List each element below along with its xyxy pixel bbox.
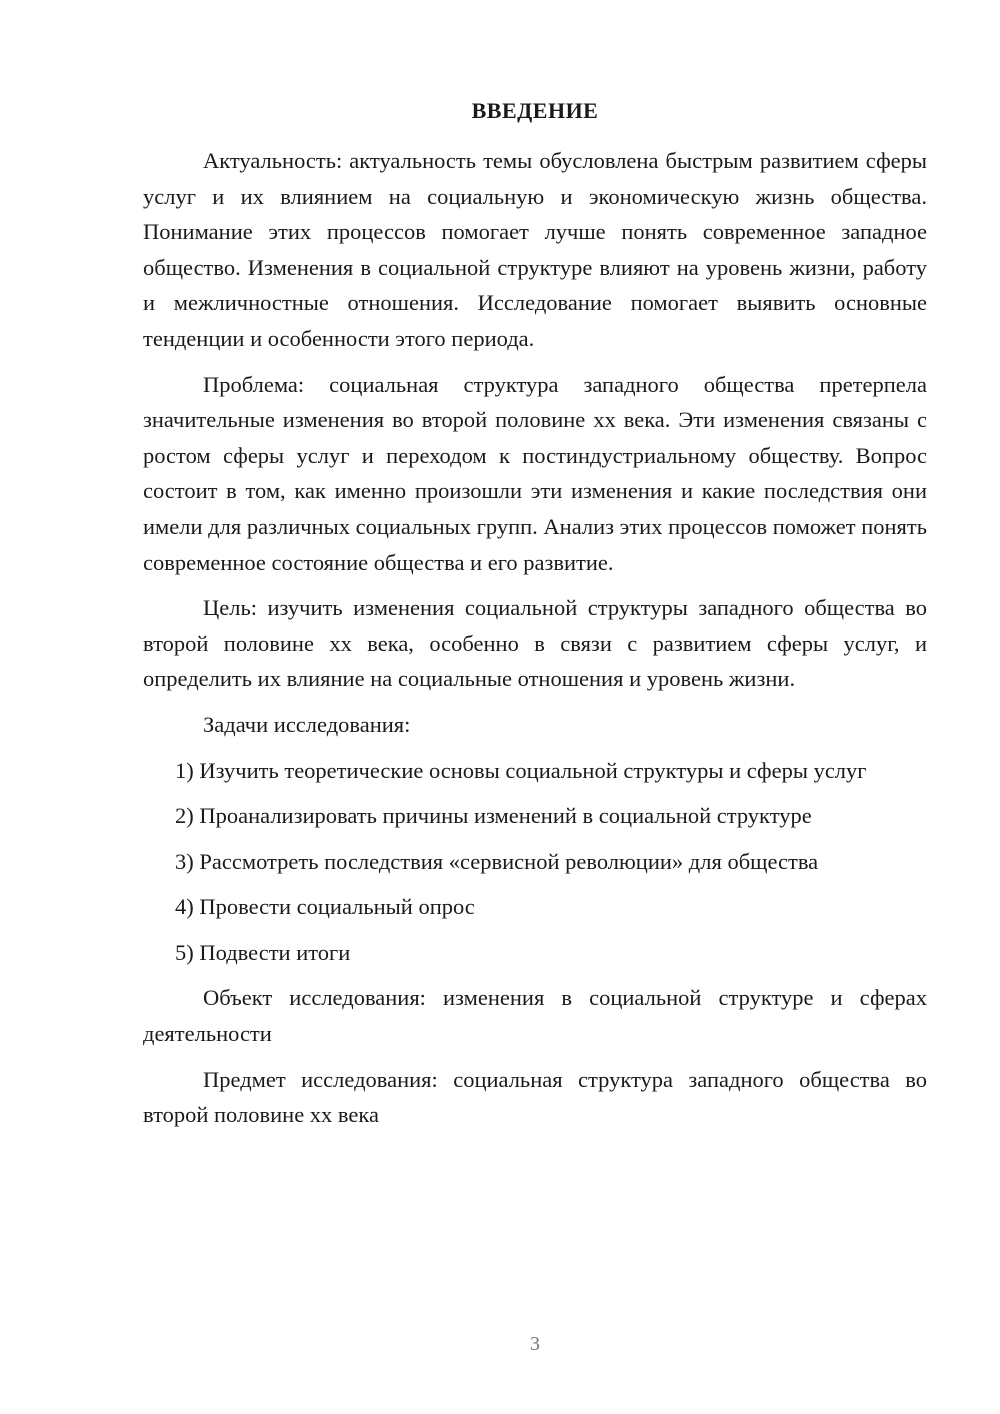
- task-item: 5) Подвести итоги: [175, 939, 351, 965]
- goal-paragraph: Цель: изучить изменения социальной структуры западного общества во второй половине хх века, особенно в связи с развитием сферы услуг, и определить их влияние на социальные отношения и уровень жизни.: [143, 595, 927, 692]
- task-item: 3) Рассмотреть последствия «сервисной революции» для общества: [175, 848, 819, 874]
- subject-paragraph: Предмет исследования: социальная структура западного общества во второй половине хх века: [143, 1066, 927, 1128]
- relevance-paragraph: Актуальность: актуальность темы обусловлена быстрым развитием сферы услуг и их влиянием на социальную и экономическую жизнь общества. Понимание этих процессов помогает лучше понять современное западное общество. Изменения в социальной структуре влияют на уровень жизни, работу и межличностные отношения. Исследование помогает выявить основные тенденции и особенности этого периода.: [143, 148, 927, 351]
- problem-paragraph: Проблема: социальная структура западного общества претерпела значительные изменения во второй половине хх века. Эти изменения связаны с ростом сферы услуг и переходом к постиндустриальному обществу. Вопрос состоит в том, как именно произошли эти изменения и какие последствия они имели для различных социальных групп. Анализ этих процессов поможет понять современное состояние общества и его развитие.: [143, 371, 927, 575]
- task-item: 2) Проанализировать причины изменений в социальной структуре: [175, 803, 812, 829]
- tasks-list: [143, 753, 927, 971]
- object-paragraph: Объект исследования: изменения в социальной структуре и сферах деятельности: [143, 985, 927, 1047]
- page-number: 3: [530, 1333, 540, 1355]
- tasks-title: Задачи исследования:: [203, 711, 411, 737]
- section-heading: ВВЕДЕНИЕ: [471, 98, 599, 123]
- task-item: 4) Провести социальный опрос: [175, 894, 475, 920]
- page-content: [143, 96, 927, 1143]
- task-item: 1) Изучить теоретические основы социальной структуры и сферы услуг: [175, 757, 867, 783]
